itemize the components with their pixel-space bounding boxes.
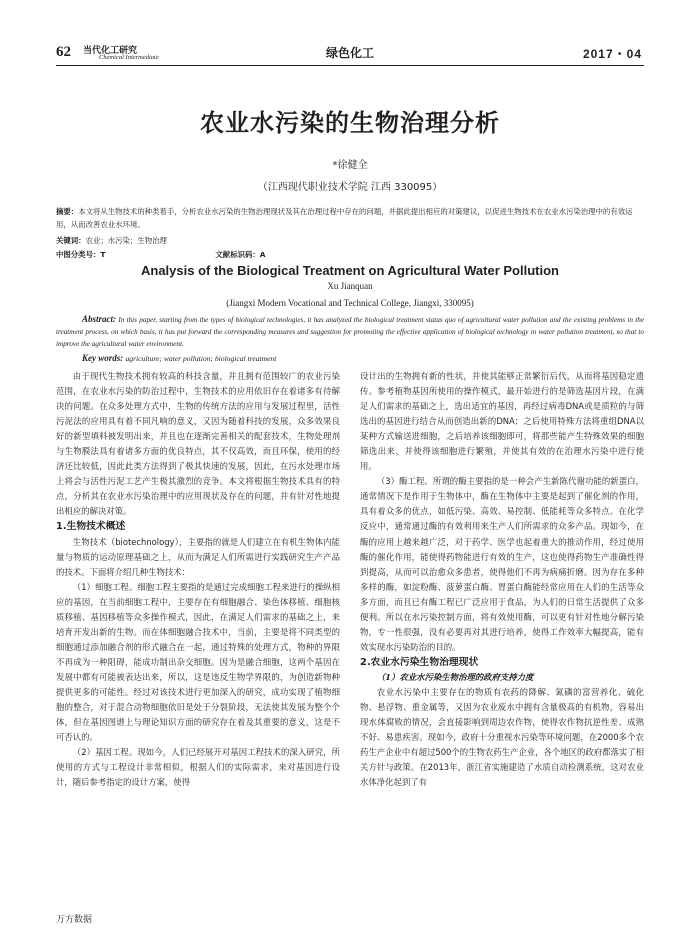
paragraph-biotech: 生物技术（biotechnology），主要指的就是人们建立在有机生物体内能量与物质的运动原理基础之上，从而为满足人们所需进行实践研究生产产品的技术。下面将介绍几种生物技术： — [56, 536, 340, 577]
clc-value: T — [100, 250, 106, 259]
section-heading-1: 1.生物技术概述 — [56, 521, 126, 533]
journal-name-en: Chemical Intermediate — [99, 54, 159, 61]
affiliation-en: (Jiangxi Modern Vocational and Technical College, Jiangxi, 330095) — [226, 298, 474, 308]
author-en: Xu Jianquan — [327, 281, 373, 291]
abstract-zh-label: 摘要： — [56, 207, 79, 216]
keywords-en-label: Key words — [82, 353, 121, 363]
body-column-right — [360, 369, 644, 790]
keywords-zh-label: 关键词： — [56, 236, 86, 245]
classification-line — [56, 249, 266, 260]
doc-code-value: A — [259, 250, 266, 259]
abstract-zh — [56, 205, 644, 231]
affiliation-zh: （江西现代职业技术学院 江西 330095） — [257, 182, 443, 193]
paragraph-gene-engineering: （2）基因工程。现如今，人们已经展开对基因工程技术的深入研究，所使用的方式与工程设计非常相似，根据人们的实际需求，来对基因进行设计，随后参考指定的设计方案，使得 — [56, 747, 340, 788]
paragraph-government-support: 农业水污染中主要存在的物质有农药的降解、氮磷的富营养化、硫化物、悬浮物、重金属等，又因为农业废水中拥有含量极高的有机物，容易出现水体腐败的情况，会直接影响到周边农作物，使得农作物抗逆性差、成熟不好、易患疾害。现如今，政府十分重视水污染等环境问题，在2000多个农药生产企业中有超过500个的生物农药生产企业，各个地区的政府都落实了相关方针与政策。在2013年，浙江省实施建造了水质自动检测系统，这对农业水体净化起到了有 — [360, 686, 644, 788]
author-zh: *徐健全 — [332, 160, 368, 171]
keywords-en: Key words: agriculture; water pollution; biological treatment — [82, 353, 277, 363]
clc-label: 中图分类号： — [56, 250, 101, 259]
header-divider — [56, 65, 644, 66]
doc-code-label: 文献标识码： — [215, 250, 260, 259]
article-title-zh: 农业水污染的生物治理分析 — [200, 109, 500, 137]
abstract-en: Abstract: In this paper, starting from the types of biological technologies, it has analyzed the biological treatment status quo of agricultural water pollution and the existing problems in the treatment process, on which basis, it has put forward the corresponding measures and suggestion for promoting the effective application of biological technology in water pollution treatment, so that to improve the agricultural water environment. — [56, 314, 645, 348]
paragraph-cell-engineering: （1）细胞工程。细胞工程主要指的是通过完成细胞工程来进行的操纵相应的基因，在当前细胞工程中，主要存在有细胞融合、染色体移植、细胞核质移植、基因移植等众多操作模式，因此，在满足人们需求的基础之上，来培育开发出新的生物。而在体细胞融合技术中，当前，主要是将不同类型的细胞通过添加融合剂的形式融合在一起，通过特殊的处理方式，物种的界限不再成为一种阻碍，能成功制出杂交细胞。因为是融合细胞，这两个基因在发展中都有可能被表达出来，所以，这是违反生物学界限的，为创造新物种提供更多的可能性。经过对该技术进行更加深入的研究，成功实现了植物细胞的整合，对于混合动物细胞依旧是处于分裂阶段，无法使其发展为整个个体，但在基因图谱上与理论知识方面的研究存在着及其重要的意义，这是不可否认的。 — [56, 581, 340, 743]
body-column-left — [56, 369, 340, 790]
intro-paragraph: 由于现代生物技术拥有较高的科技含量，并且拥有范围较广的农业污染范围，在农业水污染的防治过程中，生物技术的应用依旧存在着诸多有待解决的问题。在众多处理方式中，生物的传统方法的应用与发展过程里，活性污泥法的应用具有着不同凡响的意义，又因为随着科技的发展，众多效果良好的新型填料被发明出来，并且也在逐渐完善相关的配套技术，生物处理剂与生物膜法具有着诸多方面的优良特点，其不仅高效，而且环保，使用的经济还比较低，因此此类方法得到了极其快速的发展，因此，在污水处理市场上将会与活性污泥工艺产生极其激烈的竞争。本文将根据生物技术具有的特点，分析其在农业水污染治理中的应用现状及存在的问题，并有针对性地提出相应的解决对策。 — [56, 371, 340, 517]
keywords-zh — [56, 235, 167, 246]
subsection-heading-2-1: （1）农业水污染生物治理的政府支持力度 — [376, 671, 534, 682]
page-number: 62 — [56, 44, 71, 60]
issue-number: 2017・04 — [582, 47, 642, 61]
keywords-zh-text: 农业；水污染；生物治理 — [85, 236, 167, 245]
footer-source: 万方数据 — [56, 915, 93, 925]
section-heading-2: 2.农业水污染生物治理现状 — [360, 656, 479, 668]
paragraph-gene-continued: 设计出的生物拥有新的性状，并使其能够正常繁衍后代，从而将基因稳定遗传。参考植物基因所使用的操作模式，最开始进行的是筛选基因片段，在满足人们需求的基础之上，选出适宜的基因，再经过病毒DNA或是质粒的与筛选出的基因进行结合从而创造出新的DNA；之后使用特殊方法将重组DNA以某种方式输送进细胞，之后培养该细胞即可，将那些能产生特殊效果的细胞筛选出来，并使得该细胞进行繁殖，并使其有效的在治理水污染中进行使用。 — [360, 371, 644, 472]
keywords-en-text: agriculture; water pollution; biological treatment — [125, 354, 277, 363]
journal-name: 当代化工研究 — [83, 46, 138, 56]
abstract-en-text: In this paper, starting from the types of biological technologies, it has analyzed the biological treatment status quo of agricultural water pollution and the existing problems in the treatment process, on which basis, it has put forward the corresponding measures and suggestion for promoting the effective application of biological technology in water pollution treatment, so that to improve the agricultural water environment. — [56, 316, 645, 348]
article-title-en: Analysis of the Biological Treatment on Agricultural Water Pollution — [141, 263, 559, 278]
abstract-en-label: Abstract — [82, 314, 114, 324]
paragraph-enzyme-engineering: （3）酶工程。所谓的酶主要指的是一种会产生新陈代谢功能的新蛋白，通常情况下是作用于生物体中，酶在生物体中主要是起到了催化剂的作用，具有着众多的优点，如低污染、高效、易控制、低能耗等众多特点。在化学反应中，通常通过酶的有效利用来生产人们所需求的众多产品。现如今，在酶的应用上越来越广泛，对于药学、医学也起着重大的推动作用，经过使用酶的催化作用，能使得药物能进行有效的生产，这也使得药物生产准确性得到提高，从而可以治愈众多患者，使得他们不再为病痛折磨。因为存在多种多样的酶，如淀粉酶、菠萝蛋白酶、胃蛋白酶能经常应用在人们的生活等众多方面，而且已有酶工程已广泛应用于食品，为人们的日常生活提供了众多便利。所以在水污染控制方面，将有效使用酶，可以更有针对性地分解污染物，专一性很强，没有必要再对其进行培养，使得工作效率大幅提高，能有效实现水污染防治的目的。 — [360, 476, 644, 652]
abstract-zh-text: 本文将从生物技术的种类着手，分析农业水污染的生物治理现状及其在治理过程中存在的问题，并据此提出相应的对策建议，以促进生物技术在农业水污染治理中的有效运用，从而改善农业水环境。 — [56, 207, 633, 229]
section-title: 绿色化工 — [325, 46, 374, 60]
